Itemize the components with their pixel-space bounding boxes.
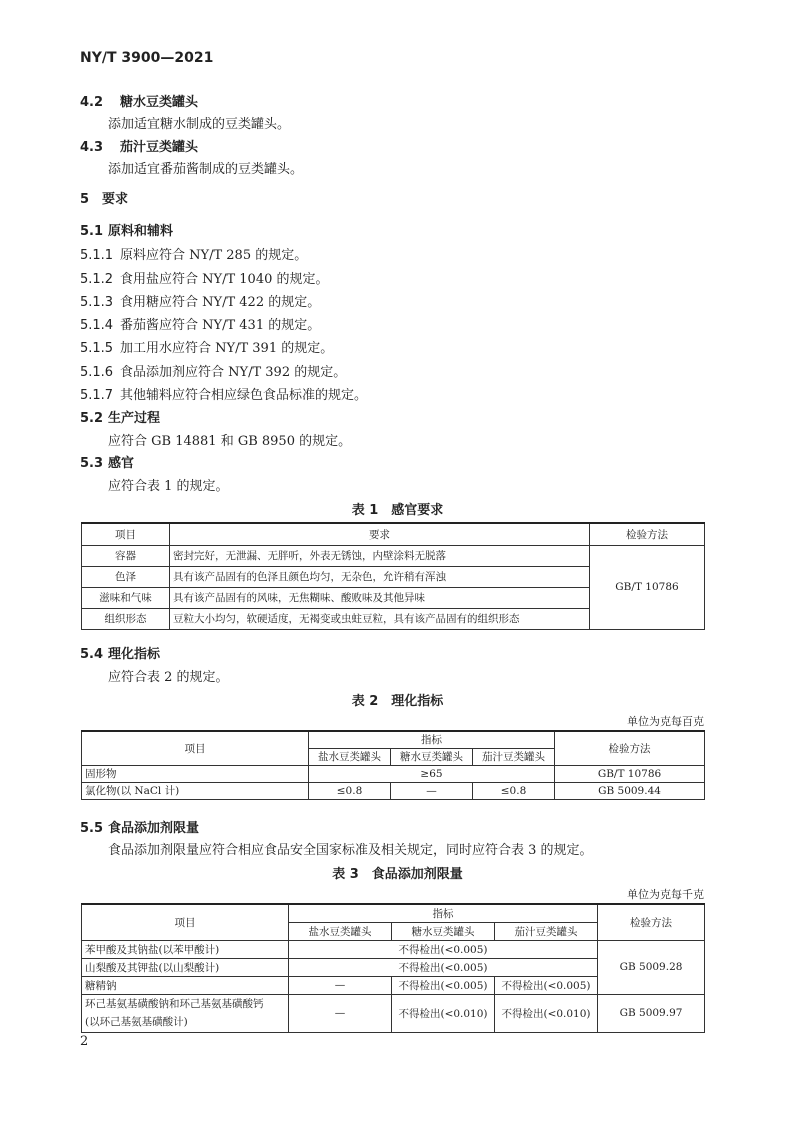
- table2-cell: —: [391, 782, 473, 799]
- table3-cell: [82, 994, 289, 1032]
- section-5-1-2: 5.1.2 食用盐应符合 NY/T 1040 的规定。: [80, 272, 329, 287]
- table3-header-col: 茄汁豆类罐头: [495, 922, 598, 940]
- table1-cell: 色泽: [82, 566, 170, 587]
- section-4-2-text: 添加适宜糖水制成的豆类罐头。: [108, 117, 291, 132]
- table1-cell: 豆粒大小均匀，软硬适度，无褐变或虫蛀豆粒，具有该产品固有的组织形态: [170, 608, 590, 629]
- table3-r4-item-line2: (以环己基氨基磺酸计): [85, 1016, 188, 1028]
- table2-cell: 固形物: [82, 765, 309, 782]
- section-5-5-text: 食品添加剂限量应符合相应食品安全国家标准及相关规定，同时应符合表 3 的规定。: [108, 843, 593, 858]
- table3: [81, 903, 705, 1033]
- table3-cell: 苯甲酸及其钠盐(以苯甲酸计): [82, 940, 289, 958]
- table3-cell: 不得检出(<0.005): [392, 976, 495, 994]
- table3-header-index: 指标: [289, 904, 598, 922]
- table2-header-method: 检验方法: [555, 731, 705, 765]
- table1-header-item: 项目: [82, 523, 170, 545]
- section-5-3: 5.3 感官: [80, 456, 135, 471]
- table3-unit: 单位为克每千克: [627, 888, 704, 901]
- table3-cell: 山梨酸及其钾盐(以山梨酸计): [82, 958, 289, 976]
- table3-method: GB 5009.28: [598, 940, 705, 994]
- section-4-2: 4.2 糖水豆类罐头: [80, 95, 199, 110]
- standard-code-header: NY/T 3900—2021: [80, 50, 214, 66]
- table2-cell: ≤0.8: [309, 782, 391, 799]
- section-5: 5 要求: [80, 192, 129, 207]
- section-4-3-text: 添加适宜番茄酱制成的豆类罐头。: [108, 162, 304, 177]
- section-5-1-4: 5.1.4 番茄酱应符合 NY/T 431 的规定。: [80, 318, 321, 333]
- table2-header-col: 茄汁豆类罐头: [473, 748, 555, 765]
- table1-cell: 容器: [82, 545, 170, 566]
- section-5-4: 5.4 理化指标: [80, 647, 161, 662]
- table2-cell: ≥65: [309, 765, 555, 782]
- table3-cell: —: [289, 976, 392, 994]
- table3-cell: 不得检出(<0.010): [495, 994, 598, 1032]
- table2-header-item: 项目: [82, 731, 309, 765]
- section-5-3-text: 应符合表 1 的规定。: [108, 479, 229, 494]
- table3-cell: 不得检出(<0.005): [495, 976, 598, 994]
- section-5-5: 5.5 食品添加剂限量: [80, 821, 200, 836]
- section-5-1-3: 5.1.3 食用糖应符合 NY/T 422 的规定。: [80, 295, 321, 310]
- section-5-4-text: 应符合表 2 的规定。: [108, 670, 229, 685]
- table2-header-col: 糖水豆类罐头: [391, 748, 473, 765]
- table3-cell: 不得检出(<0.005): [289, 940, 598, 958]
- table2-header-col: 盐水豆类罐头: [309, 748, 391, 765]
- table3-caption: 表 3 食品添加剂限量: [332, 867, 463, 882]
- section-5-1-6: 5.1.6 食品添加剂应符合 NY/T 392 的规定。: [80, 365, 347, 380]
- table1-caption: 表 1 感官要求: [351, 503, 444, 518]
- table1-header-req: 要求: [170, 523, 590, 545]
- table1-cell: 具有该产品固有的色泽且颜色均匀，无杂色，允许稍有浑浊: [170, 566, 590, 587]
- table1-cell: 组织形态: [82, 608, 170, 629]
- section-5-1-1: 5.1.1 原料应符合 NY/T 285 的规定。: [80, 248, 308, 263]
- table2-cell: GB/T 10786: [555, 765, 705, 782]
- table1-method: GB/T 10786: [590, 545, 705, 629]
- table3-cell: 糖精钠: [82, 976, 289, 994]
- table3-cell: 不得检出(<0.010): [392, 994, 495, 1032]
- section-5-1: 5.1 原料和辅料: [80, 224, 174, 239]
- table3-header-col: 盐水豆类罐头: [289, 922, 392, 940]
- table2-cell: GB 5009.44: [555, 782, 705, 799]
- table2-unit: 单位为克每百克: [627, 715, 704, 728]
- section-4-3: 4.3 茄汁豆类罐头: [80, 140, 199, 155]
- section-5-1-5: 5.1.5 加工用水应符合 NY/T 391 的规定。: [80, 341, 334, 356]
- section-5-2-text: 应符合 GB 14881 和 GB 8950 的规定。: [108, 434, 352, 449]
- table3-header-col: 糖水豆类罐头: [392, 922, 495, 940]
- table2-caption: 表 2 理化指标: [351, 694, 444, 709]
- table2-cell: ≤0.8: [473, 782, 555, 799]
- table1-cell: 滋味和气味: [82, 587, 170, 608]
- table3-header-item: 项目: [82, 904, 289, 940]
- page-number: 2: [80, 1034, 89, 1049]
- table1-header-method: 检验方法: [590, 523, 705, 545]
- table3-cell: —: [289, 994, 392, 1032]
- section-5-2: 5.2 生产过程: [80, 411, 161, 426]
- table1: [81, 522, 705, 630]
- table3-cell: 不得检出(<0.005): [289, 958, 598, 976]
- section-5-1-7: 5.1.7 其他辅料应符合相应绿色食品标准的规定。: [80, 388, 368, 403]
- table1-cell: 密封完好，无泄漏、无胖听，外表无锈蚀，内壁涂料无脱落: [170, 545, 590, 566]
- table3-header-method: 检验方法: [598, 904, 705, 940]
- table2-cell: 氯化物(以 NaCl 计): [82, 782, 309, 799]
- table1-cell: 具有该产品固有的风味，无焦糊味、酸败味及其他异味: [170, 587, 590, 608]
- table2-header-index: 指标: [309, 731, 555, 748]
- table3-cell: GB 5009.97: [598, 994, 705, 1032]
- table3-r4-item-line1: 环己基氨基磺酸钠和环己基氨基磺酸钙: [85, 998, 264, 1010]
- table2: [81, 730, 705, 800]
